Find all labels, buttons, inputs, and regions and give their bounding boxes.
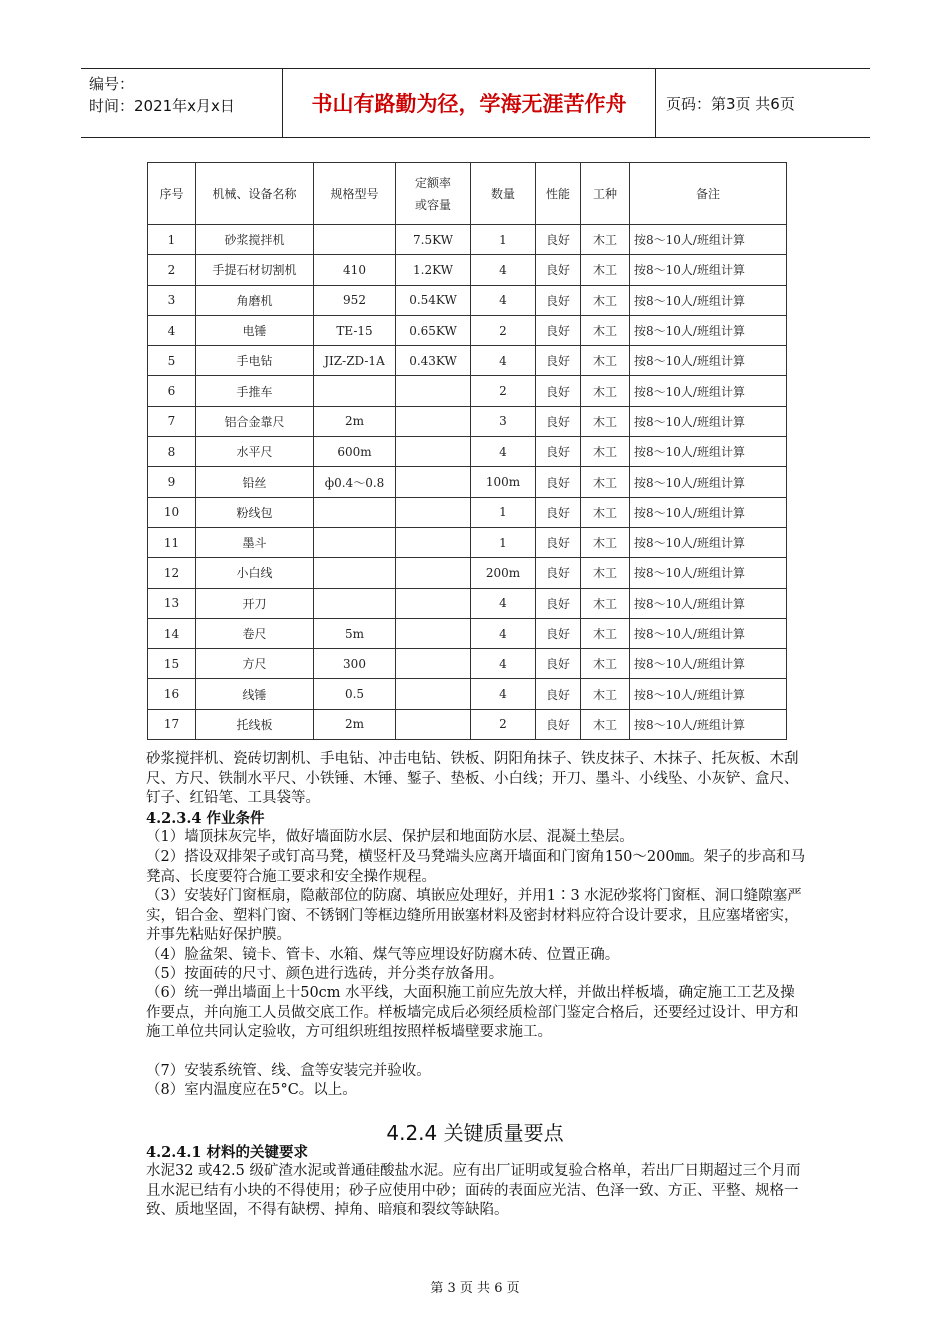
- cell-remarks: 按8～10人/班组计算: [630, 709, 787, 739]
- cell-rating: [396, 618, 471, 648]
- cell-index: 13: [148, 588, 196, 618]
- cell-quantity: 4: [471, 649, 536, 679]
- section-heading-4241-text: 4.2.4.1 材料的关键要求: [146, 1144, 309, 1161]
- cell-name: 墨斗: [196, 527, 314, 557]
- cell-spec: [314, 225, 396, 255]
- cell-spec: [314, 588, 396, 618]
- cell-remarks: 按8～10人/班组计算: [630, 527, 787, 557]
- cell-performance: 良好: [536, 225, 581, 255]
- cell-quantity: 3: [471, 406, 536, 436]
- cell-spec: 0.5: [314, 679, 396, 709]
- cell-trade: 木工: [581, 315, 630, 345]
- col-header-rating-line1: 定额率: [414, 175, 451, 190]
- cell-spec: 2m: [314, 406, 396, 436]
- cell-spec: 5m: [314, 618, 396, 648]
- cell-trade: 木工: [581, 649, 630, 679]
- cell-name: 托线板: [196, 709, 314, 739]
- cell-spec: 410: [314, 255, 396, 285]
- cell-quantity: 1: [471, 497, 536, 527]
- cell-remarks: 按8～10人/班组计算: [630, 679, 787, 709]
- cell-quantity: 100m: [471, 467, 536, 497]
- col-header-rating-line2: 或容量: [414, 197, 451, 212]
- table-row: [148, 558, 787, 588]
- col-header-trade: 工种: [581, 163, 630, 225]
- cell-rating: [396, 376, 471, 406]
- table-row: [148, 527, 787, 557]
- cell-index: 15: [148, 649, 196, 679]
- section-heading-424: 4.2.4 关键质量要点: [386, 1121, 564, 1145]
- cell-name: 粉线包: [196, 497, 314, 527]
- cell-name: 开刀: [196, 588, 314, 618]
- cell-spec: [314, 376, 396, 406]
- cell-quantity: 1: [471, 527, 536, 557]
- cell-name: 角磨机: [196, 285, 314, 315]
- page-footer: 第 3 页 共 6 页: [430, 1281, 520, 1296]
- condition-5: （5）按面砖的尺寸、颜色进行选砖，并分类存放备用。: [146, 966, 504, 982]
- cell-remarks: 按8～10人/班组计算: [630, 497, 787, 527]
- materials-paragraph: 水泥32 或42.5 级矿渣水泥或普通硅酸盐水泥。应有出厂证明或复验合格单，若出厂日期超过三个月而且水泥已结有小块的不得使用；砂子应使用中砂；面砖的表面应光洁、色泽一致、方正、平整、规格一致、质地坚固，不得有缺楞、掉角、暗痕和裂纹等缺陷。: [146, 1163, 801, 1218]
- cell-name: 水平尺: [196, 437, 314, 467]
- table-header-row: [148, 163, 787, 225]
- cell-performance: 良好: [536, 679, 581, 709]
- cell-trade: 木工: [581, 346, 630, 376]
- cell-trade: 木工: [581, 527, 630, 557]
- table-row: [148, 588, 787, 618]
- cell-performance: 良好: [536, 467, 581, 497]
- cell-index: 11: [148, 527, 196, 557]
- cell-quantity: 4: [471, 679, 536, 709]
- cell-performance: 良好: [536, 497, 581, 527]
- cell-name: 电锤: [196, 315, 314, 345]
- cell-remarks: 按8～10人/班组计算: [630, 437, 787, 467]
- table-row: [148, 376, 787, 406]
- cell-name: 手电钻: [196, 346, 314, 376]
- cell-trade: 木工: [581, 255, 630, 285]
- table-row: [148, 467, 787, 497]
- cell-rating: [396, 437, 471, 467]
- col-header-remarks: 备注: [630, 163, 787, 225]
- condition-1: （1）墙顶抹灰完毕，做好墙面防水层、保护层和地面防水层、混凝土垫层。: [146, 829, 634, 845]
- tools-paragraph: 砂浆搅拌机、瓷砖切割机、手电钻、冲击电钻、铁板、阴阳角抹子、铁皮抹子、木抹子、托灰板、木刮尺、方尺、铁制水平尺、小铁锤、木锤、錾子、垫板、小白线；开刀、墨斗、小线坠、小灰铲、盒尺、钉子、红铅笔、工具袋等。: [146, 751, 799, 806]
- cell-index: 12: [148, 558, 196, 588]
- cell-quantity: 200m: [471, 558, 536, 588]
- cell-performance: 良好: [536, 406, 581, 436]
- cell-quantity: 4: [471, 437, 536, 467]
- cell-name: 铝合金靠尺: [196, 406, 314, 436]
- header-page-label: 页码：第3页 共6页: [666, 94, 795, 113]
- cell-quantity: 2: [471, 376, 536, 406]
- cell-index: 5: [148, 346, 196, 376]
- cell-rating: [396, 406, 471, 436]
- cell-remarks: 按8～10人/班组计算: [630, 315, 787, 345]
- cell-remarks: 按8～10人/班组计算: [630, 225, 787, 255]
- cell-performance: 良好: [536, 527, 581, 557]
- cell-remarks: 按8～10人/班组计算: [630, 467, 787, 497]
- cell-remarks: 按8～10人/班组计算: [630, 346, 787, 376]
- cell-performance: 良好: [536, 315, 581, 345]
- col-header-rating: [396, 163, 471, 225]
- table-row: [148, 225, 787, 255]
- equipment-table: [147, 162, 787, 740]
- condition-6: （6）统一弹出墙面上十50cm 水平线，大面积施工前应先放大样，并做出样板墙，确定施工工艺及操作要点，并向施工人员做交底工作。样板墙完成后必须经质检部门鉴定合格后，还要经过设计、甲方和施工单位共同认定验收，方可组织班组按照样板墙壁要求施工。: [146, 985, 799, 1040]
- cell-remarks: 按8～10人/班组计算: [630, 649, 787, 679]
- cell-trade: 木工: [581, 467, 630, 497]
- cell-rating: 1.2KW: [396, 255, 471, 285]
- section-heading-4234-text: 4.2.3.4 作业条件: [146, 810, 265, 827]
- cell-trade: 木工: [581, 558, 630, 588]
- cell-rating: 0.54KW: [396, 285, 471, 315]
- cell-performance: 良好: [536, 285, 581, 315]
- page-header: [81, 68, 870, 138]
- cell-index: 9: [148, 467, 196, 497]
- cell-rating: [396, 588, 471, 618]
- cell-trade: 木工: [581, 618, 630, 648]
- cell-trade: 木工: [581, 437, 630, 467]
- cell-trade: 木工: [581, 679, 630, 709]
- number-label: 编号：: [89, 75, 135, 93]
- cell-name: 卷尺: [196, 618, 314, 648]
- table-row: [148, 406, 787, 436]
- cell-trade: 木工: [581, 709, 630, 739]
- cell-quantity: 2: [471, 315, 536, 345]
- cell-trade: 木工: [581, 406, 630, 436]
- cell-trade: 木工: [581, 497, 630, 527]
- cell-index: 3: [148, 285, 196, 315]
- cell-rating: [396, 497, 471, 527]
- cell-remarks: 按8～10人/班组计算: [630, 406, 787, 436]
- cell-rating: 0.43KW: [396, 346, 471, 376]
- condition-2: （2）搭设双排架子或钉高马凳，横竖杆及马凳端头应离开墙面和门窗角150～200㎜。架子的步高和马凳高、长度要符合施工要求和安全操作规程。: [146, 849, 806, 885]
- col-header-performance: 性能: [536, 163, 581, 225]
- cell-remarks: 按8～10人/班组计算: [630, 285, 787, 315]
- section-heading-4241: [146, 1143, 806, 1164]
- cell-quantity: 4: [471, 346, 536, 376]
- cell-remarks: 按8～10人/班组计算: [630, 618, 787, 648]
- cell-rating: [396, 527, 471, 557]
- cell-remarks: 按8～10人/班组计算: [630, 255, 787, 285]
- cell-performance: 良好: [536, 346, 581, 376]
- cell-performance: 良好: [536, 709, 581, 739]
- cell-quantity: 2: [471, 709, 536, 739]
- cell-remarks: 按8～10人/班组计算: [630, 588, 787, 618]
- cell-rating: 7.5KW: [396, 225, 471, 255]
- cell-performance: 良好: [536, 255, 581, 285]
- cell-spec: ф0.4～0.8: [314, 467, 396, 497]
- cell-spec: 2m: [314, 709, 396, 739]
- cell-quantity: 4: [471, 618, 536, 648]
- table-row: [148, 346, 787, 376]
- condition-8: （8）室内温度应在5°C。以上。: [146, 1082, 357, 1098]
- header-motto: 书山有路勤为径，学海无涯苦作舟: [283, 69, 656, 137]
- table-row: [148, 437, 787, 467]
- cell-index: 10: [148, 497, 196, 527]
- cell-name: 手推车: [196, 376, 314, 406]
- cell-index: 2: [148, 255, 196, 285]
- cell-performance: 良好: [536, 437, 581, 467]
- cell-index: 1: [148, 225, 196, 255]
- cell-spec: 952: [314, 285, 396, 315]
- col-header-spec: 规格型号: [314, 163, 396, 225]
- cell-spec: 300: [314, 649, 396, 679]
- cell-spec: JIZ-ZD-1A: [314, 346, 396, 376]
- table-row: [148, 285, 787, 315]
- cell-index: 17: [148, 709, 196, 739]
- table-row: [148, 315, 787, 345]
- cell-remarks: 按8～10人/班组计算: [630, 558, 787, 588]
- condition-3: （3）安装好门窗框扇，隐蔽部位的防腐、填嵌应处理好，并用1∶3 水泥砂浆将门窗框、洞口缝隙塞严实，铝合金、塑料门窗、不锈钢门等框边缝所用嵌塞材料及密封材料应符合设计要求，且应塞堵密实，并事先粘贴好保护膜。: [146, 888, 802, 943]
- cell-rating: [396, 679, 471, 709]
- cell-spec: [314, 527, 396, 557]
- table-row: [148, 649, 787, 679]
- section-heading-4234: [146, 809, 806, 830]
- cell-remarks: 按8～10人/班组计算: [630, 376, 787, 406]
- col-header-name: 机械、设备名称: [196, 163, 314, 225]
- table-row: [148, 255, 787, 285]
- table-row: [148, 709, 787, 739]
- cell-name: 砂浆搅拌机: [196, 225, 314, 255]
- cell-rating: [396, 649, 471, 679]
- cell-quantity: 4: [471, 588, 536, 618]
- cell-index: 7: [148, 406, 196, 436]
- cell-performance: 良好: [536, 588, 581, 618]
- condition-4: （4）脸盆架、镜卡、管卡、水箱、煤气等应埋设好防腐木砖、位置正确。: [146, 947, 620, 963]
- cell-rating: 0.65KW: [396, 315, 471, 345]
- cell-quantity: 1: [471, 225, 536, 255]
- col-header-index: 序号: [148, 163, 196, 225]
- cell-spec: TE-15: [314, 315, 396, 345]
- cell-name: 铅丝: [196, 467, 314, 497]
- cell-performance: 良好: [536, 649, 581, 679]
- cell-quantity: 4: [471, 255, 536, 285]
- cell-performance: 良好: [536, 376, 581, 406]
- cell-trade: 木工: [581, 225, 630, 255]
- cell-performance: 良好: [536, 618, 581, 648]
- cell-trade: 木工: [581, 376, 630, 406]
- cell-quantity: 4: [471, 285, 536, 315]
- header-meta: [81, 69, 283, 137]
- col-header-quantity: 数量: [471, 163, 536, 225]
- cell-name: 小白线: [196, 558, 314, 588]
- cell-spec: [314, 558, 396, 588]
- table-row: [148, 497, 787, 527]
- cell-name: 方尺: [196, 649, 314, 679]
- cell-rating: [396, 709, 471, 739]
- cell-trade: 木工: [581, 588, 630, 618]
- table-row: [148, 618, 787, 648]
- cell-index: 4: [148, 315, 196, 345]
- time-label: 时间：2021年x月x日: [89, 97, 235, 115]
- cell-spec: 600m: [314, 437, 396, 467]
- cell-index: 14: [148, 618, 196, 648]
- cell-index: 6: [148, 376, 196, 406]
- cell-index: 16: [148, 679, 196, 709]
- cell-rating: [396, 558, 471, 588]
- cell-index: 8: [148, 437, 196, 467]
- cell-name: 手提石材切割机: [196, 255, 314, 285]
- cell-name: 线锤: [196, 679, 314, 709]
- cell-performance: 良好: [536, 558, 581, 588]
- table-body: [148, 225, 787, 740]
- cell-trade: 木工: [581, 285, 630, 315]
- table-row: [148, 679, 787, 709]
- cell-rating: [396, 467, 471, 497]
- cell-spec: [314, 497, 396, 527]
- condition-7: （7）安装系统管、线、盒等安装完并验收。: [146, 1063, 431, 1079]
